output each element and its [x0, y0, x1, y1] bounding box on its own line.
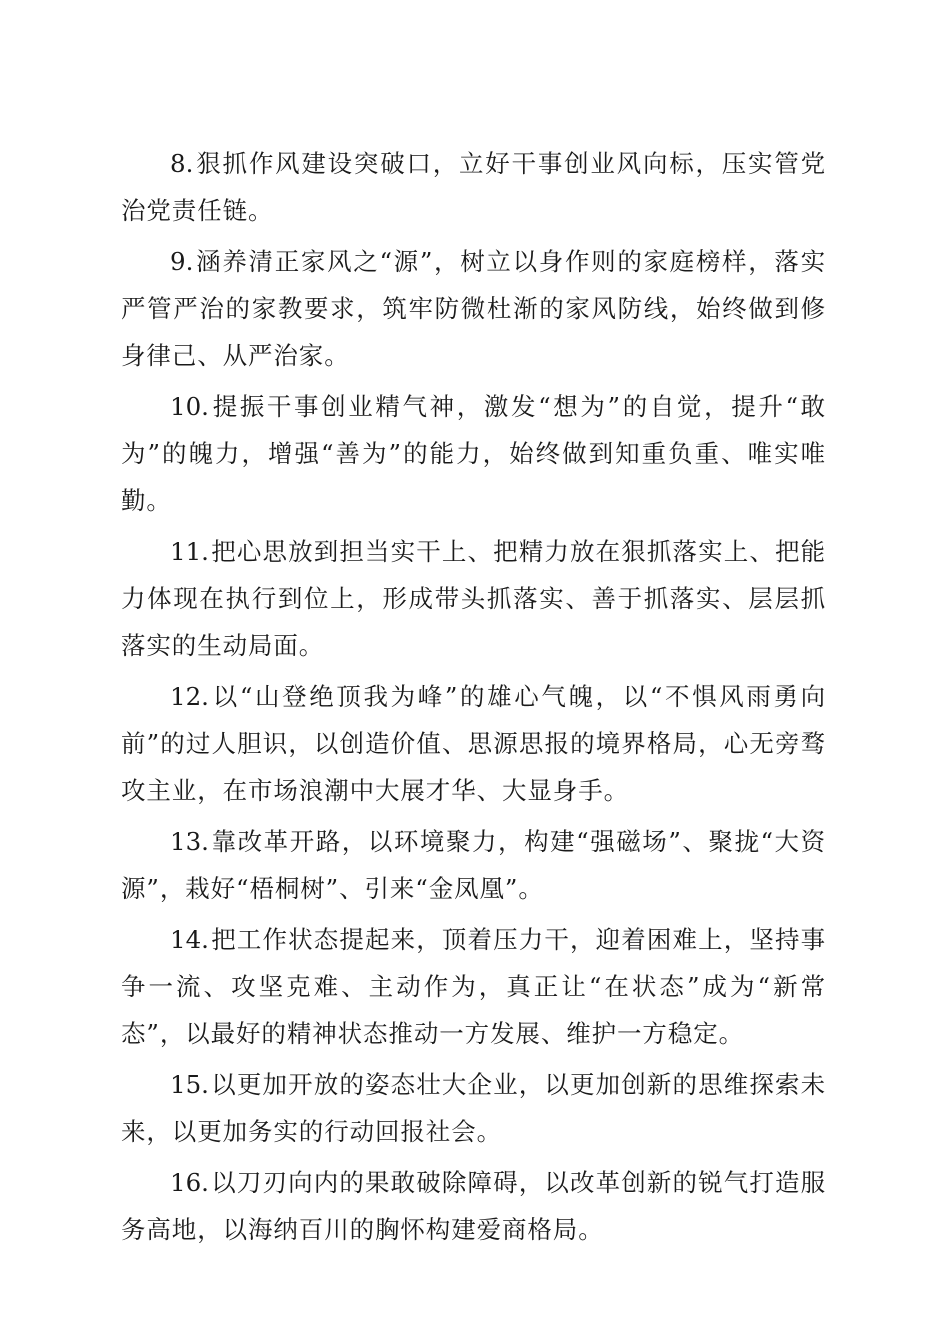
item-number: 10.	[170, 392, 209, 421]
item-text: 狠抓作风建设突破口，立好干事创业风向标，压实管党治党责任链。	[121, 149, 826, 225]
paragraph-16	[121, 1159, 826, 1257]
item-number: 12.	[170, 682, 209, 711]
item-number: 15.	[170, 1070, 209, 1099]
paragraph-9	[121, 238, 826, 383]
item-number: 16.	[170, 1168, 209, 1197]
paragraph-15	[121, 1061, 826, 1159]
paragraph-8	[121, 140, 826, 238]
item-number: 9.	[170, 247, 194, 276]
item-number: 8.	[170, 149, 194, 178]
paragraph-14	[121, 916, 826, 1061]
item-text: 把工作状态提起来，顶着压力干，迎着困难上，坚持事争一流、攻坚克难、主动作为，真正让“在状态”成为“新常态”，以最好的精神状态推动一方发展、维护一方稳定。	[121, 925, 826, 1048]
document-body	[121, 140, 826, 1257]
item-text: 以“山登绝顶我为峰”的雄心气魄，以“不惧风雨勇向前”的过人胆识，以创造价值、思源思报的境界格局，心无旁骛攻主业，在市场浪潮中大展才华、大显身手。	[121, 682, 826, 805]
item-number: 13.	[170, 827, 209, 856]
paragraph-12	[121, 673, 826, 818]
item-text: 涵养清正家风之“源”，树立以身作则的家庭榜样，落实严管严治的家教要求，筑牢防微杜渐的家风防线，始终做到修身律己、从严治家。	[121, 247, 826, 370]
paragraph-13	[121, 818, 826, 916]
item-text: 靠改革开路，以环境聚力，构建“强磁场”、聚拢“大资源”，栽好“梧桐树”、引来“金凤凰”。	[121, 827, 826, 903]
item-text: 把心思放到担当实干上、把精力放在狠抓落实上、把能力体现在执行到位上，形成带头抓落实、善于抓落实、层层抓落实的生动局面。	[121, 537, 826, 660]
item-text: 以刀刃向内的果敢破除障碍，以改革创新的锐气打造服务高地，以海纳百川的胸怀构建爱商格局。	[121, 1168, 826, 1244]
paragraph-10	[121, 383, 826, 528]
paragraph-11	[121, 528, 826, 673]
item-number: 14.	[170, 925, 209, 954]
item-text: 提振干事创业精气神，激发“想为”的自觉，提升“敢为”的魄力，增强“善为”的能力，始终做到知重负重、唯实唯勤。	[121, 392, 826, 515]
item-number: 11.	[170, 537, 209, 566]
item-text: 以更加开放的姿态壮大企业，以更加创新的思维探索未来，以更加务实的行动回报社会。	[121, 1070, 826, 1146]
